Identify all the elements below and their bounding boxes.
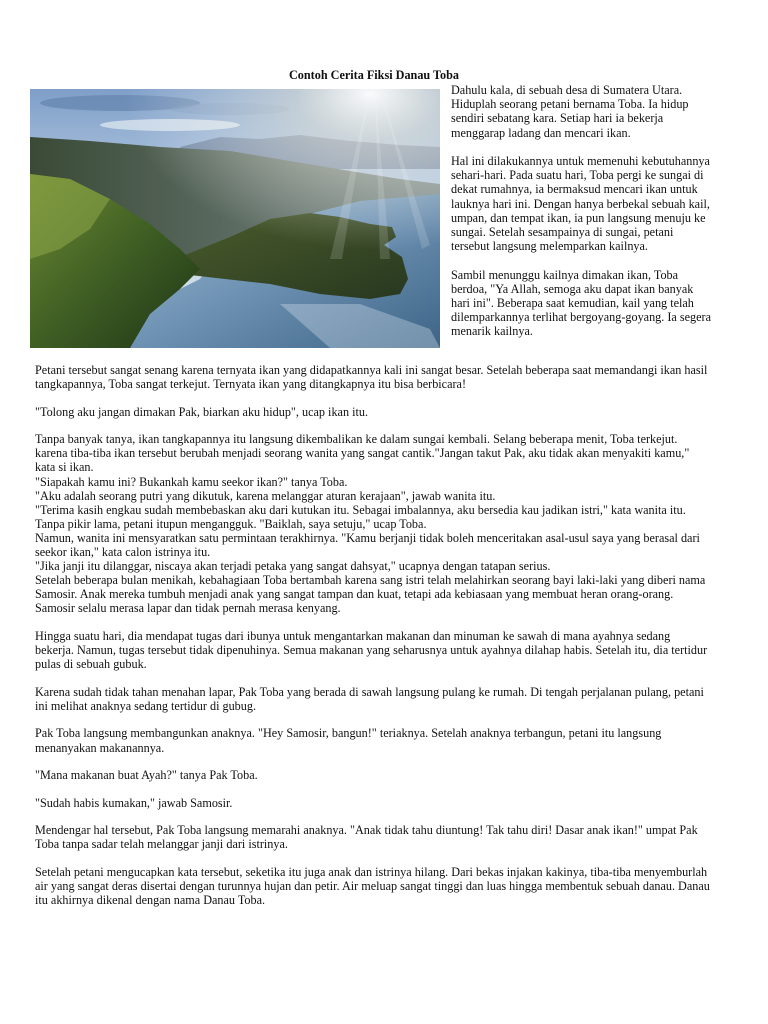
story-paragraph: "Siapakah kamu ini? Bukankah kamu seekor ikan?" tanya Toba. — [35, 474, 348, 489]
story-paragraph: Namun, wanita ini mensyaratkan satu permintaan terakhirnya. "Kamu berjanji tidak boleh menceritakan asal-usul saya yang berasal dari seekor ikan," kata calon istrinya itu. — [35, 530, 700, 560]
lake-toba-photo — [30, 89, 440, 348]
story-body — [35, 363, 712, 907]
story-paragraph: "Aku adalah seorang putri yang dikutuk, karena melanggar aturan kerajaan", jawab wanita itu. — [35, 488, 496, 503]
story-paragraph: Tanpa pikir lama, petani itupun mengangguk. "Baiklah, saya setuju," ucap Toba. — [35, 516, 427, 531]
story-paragraph: "Tolong aku jangan dimakan Pak, biarkan aku hidup", ucap ikan itu. — [35, 404, 369, 419]
story-paragraph: "Terima kasih engkau sudah membebaskan aku dari kutukan itu. Sebagai imbalannya, aku bersedia kau jadikan istri," kata wanita itu. — [35, 502, 686, 517]
story-paragraph: Tanpa banyak tanya, ikan tangkapannya itu langsung dikembalikan ke dalam sungai kembali. Selang beberapa menit, Toba terkejut. karena tiba-tiba ikan tersebut berubah menjadi seorang wanita yang sangat cantik."Jangan takut Pak, aku tidak akan menyakiti kamu," kata si ikan. — [35, 432, 690, 475]
intro-column — [451, 83, 713, 353]
story-paragraph: "Sudah habis kumakan," jawab Samosir. — [35, 795, 233, 810]
intro-paragraph: Sambil menunggu kailnya dimakan ikan, Toba berdoa, "Ya Allah, semoga aku dapat ikan banyak hari ini". Beberapa saat kemudian, kail yang telah dilemparkannya terlihat bergoyang-goyang. Ia segera menarik kailnya. — [451, 267, 712, 339]
story-paragraph: Karena sudah tidak tahan menahan lapar, Pak Toba yang berada di sawah langsung pulang ke rumah. Di tengah perjalanan pulang, petani ini melihat anaknya sedang tertidur di gubug. — [35, 684, 704, 713]
story-paragraph: "Jika janji itu dilanggar, niscaya akan terjadi petaka yang sangat dahsyat," ucapnya dengan tatapan serius. — [35, 559, 551, 574]
story-paragraph: "Mana makanan buat Ayah?" tanya Pak Toba. — [35, 768, 258, 783]
story-paragraph: Pak Toba langsung membangunkan anaknya. "Hey Samosir, bangun!" teriaknya. Setelah anaknya terbangun, petani itu langsung menanyakan makanannya. — [35, 726, 662, 755]
story-paragraph: Hingga suatu hari, dia mendapat tugas dari ibunya untuk mengantarkan makanan dan minuman ke sawah di mana ayahnya sedang bekerja. Namun, tugas tersebut tidak dipenuhinya. Semua makanan yang seharusnya untuk ayahnya dilahap habis. Setelah itu, dia tertidur pulas di sebuah gubuk. — [35, 629, 708, 672]
story-paragraph: Petani tersebut sangat senang karena ternyata ikan yang didapatkannya kali ini sangat besar. Setelah beberapa saat memandangi ikan hasil tangkapannya, Toba sangat terkejut. Ternyata ikan yang ditangkapnya itu bisa berbicara! — [35, 363, 708, 392]
story-paragraph: Setelah beberapa bulan menikah, kebahagiaan Toba bertambah karena sang istri telah melahirkan seorang bayi laki-laki yang diberi nama Samosir. Anak mereka tumbuh menjadi anak yang sangat tampan dan kuat, tetapi ada kebiasaan yang membuat heran orang-orang. Samosir selalu merasa lapar dan tidak pernah merasa kenyang. — [35, 573, 706, 616]
intro-paragraph: Hal ini dilakukannya untuk memenuhi kebutuhannya sehari-hari. Pada suatu hari, Toba pergi ke sungai di dekat rumahnya, ia bermaksud mencari ikan untuk lauknya hari ini. Dengan hanya berbekal sebuah kail, umpan, dan tempat ikan, ia pun langsung menuju ke sungai. Setelah sesampainya di sungai, petani tersebut langsung melemparkan kailnya. — [451, 154, 710, 254]
document-title: Contoh Cerita Fiksi Danau Toba — [289, 68, 459, 82]
story-paragraph: Setelah petani mengucapkan kata tersebut, seketika itu juga anak dan istrinya hilang. Dari bekas injakan kakinya, tiba-tiba menyemburlah air yang sangat deras disertai dengan turunnya hujan dan petir. Air meluap sangat tinggi dan luas hingga membentuk sebuah danau. Danau itu akhirnya dikenal dengan nama Danau Toba. — [35, 865, 710, 908]
story-paragraph: Mendengar hal tersebut, Pak Toba langsung memarahi anaknya. "Anak tidak tahu diuntung! Tak tahu diri! Dasar anak ikan!" umpat Pak Toba tanpa sadar telah melanggar janji dari istrinya. — [35, 823, 698, 852]
intro-paragraph: Dahulu kala, di sebuah desa di Sumatera Utara. Hiduplah seorang petani bernama Toba. Ia hidup sendiri sebatang kara. Setiap hari ia bekerja menggarap ladang dan mencari ikan. — [451, 83, 689, 140]
